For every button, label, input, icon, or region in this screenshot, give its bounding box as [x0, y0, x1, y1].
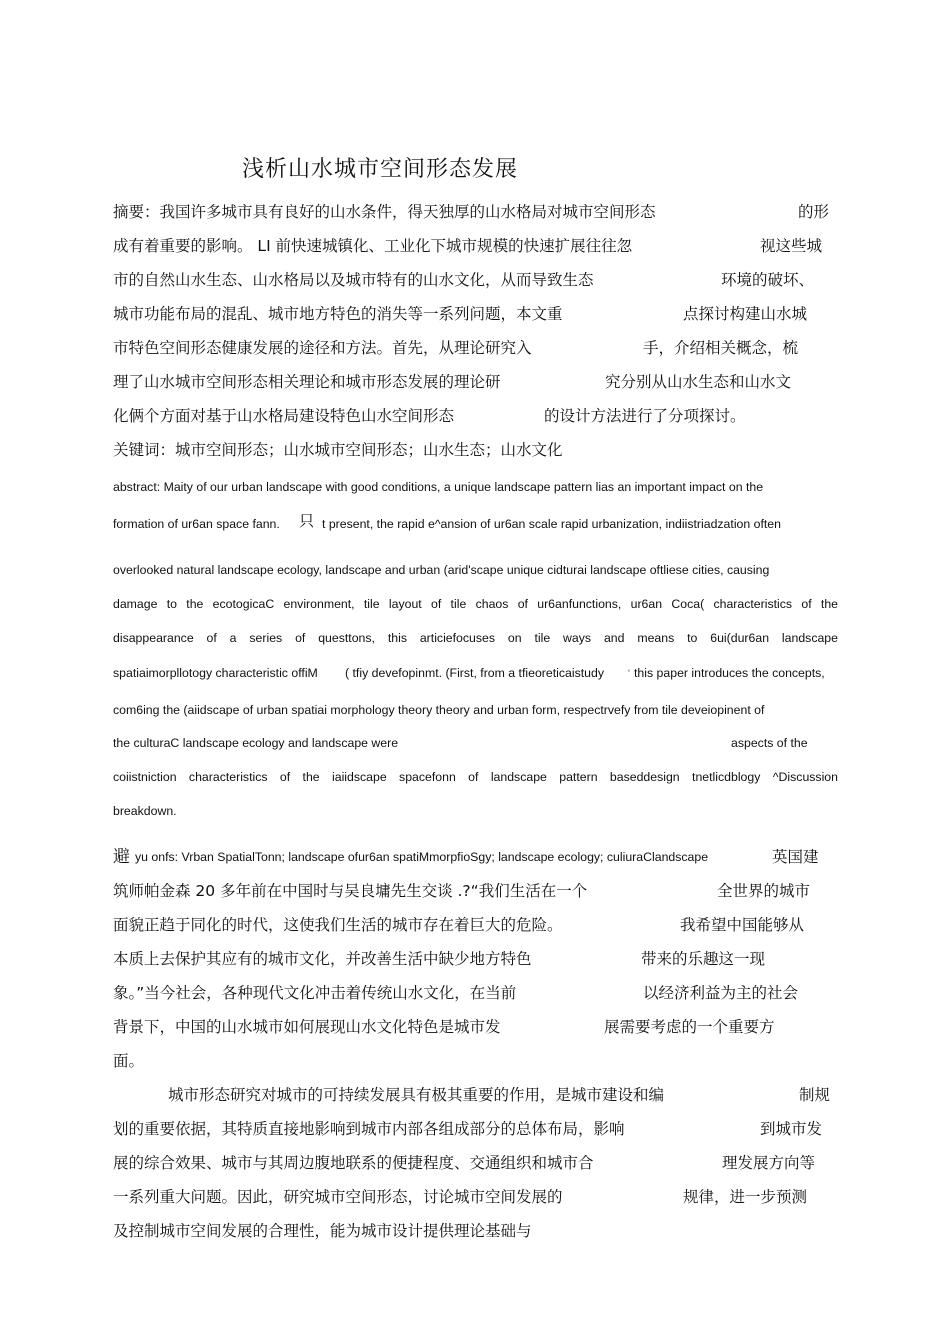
body-text: 制规 [799, 1086, 831, 1104]
body-text: 英国建 [772, 848, 819, 866]
body-text: 理发展方向等 [722, 1154, 816, 1172]
abstract-en-text: damage to the ecotogicaC environment, tile layout of tile chaos of ur6anfunctions, ur6an Coca( characteristics of the [113, 597, 838, 611]
abstract-en-text: t present, the rapid e^ansion of ur6an scale rapid urbanization, indiistriadzation often [322, 517, 781, 531]
abstract-text: 视这些城 [760, 237, 823, 255]
abstract-en-line [113, 768, 838, 786]
body-text: 城市形态研究对城市的可持续发展具有极其重要的作用，是城市建设和编 [168, 1086, 665, 1104]
abstract-en-text: disappearance of a series of questtons, this articiefocuses on tile ways and means to 6ui(dur6an landscape [113, 631, 838, 645]
keywords-en-text: yu onfs: Vrban SpatialTonn; landscape ofur6an spatiMmorpfioSgy; landscape ecology; culiuraClandscape [135, 850, 709, 864]
abstract-en-line [113, 561, 838, 579]
abstract-en-text: overlooked natural landscape ecology, landscape and urban (arid'scape unique cidturai landscape oftliese cities, causing [113, 563, 770, 577]
abstract-text: 成有着重要的影响。 LI 前快速城镇化、工业化下城市规模的快速扩展往往忽 [113, 237, 633, 255]
abstract-en-text: ( tfiy devefopinmt. (First, from a tfieoreticaistudy [345, 666, 604, 680]
abstract-en-line [113, 802, 838, 820]
abstract-en-line [113, 664, 838, 682]
abstract-en-glyph: 只 [299, 512, 315, 530]
abstract-en-text: ‘ [628, 668, 630, 678]
abstract-en-line [113, 478, 838, 496]
abstract-text: 的设计方法进行了分项探讨。 [544, 407, 746, 425]
abstract-en-line [113, 512, 838, 533]
body-text: 划的重要依据，其特质直接地影响到城市内部各组成部分的总体布局，影响 [113, 1120, 625, 1138]
body-text: 筑师帕金森 20 多年前在中国时与吴良墉先生交谈 .?“我们生活在一个 [113, 882, 588, 900]
abstract-text: 理了山水城市空间形态相关理论和城市形态发展的理论研 [113, 373, 501, 391]
body-text: 展需要考虑的一个重要方 [604, 1018, 775, 1036]
body-text: 我希望中国能够从 [680, 916, 805, 934]
body-text: 以经济利益为主的社会 [643, 984, 799, 1002]
body-text: 本质上去保护其应有的城市文化，并改善生活中缺少地方特色 [113, 950, 532, 968]
body-text: 到城市发 [760, 1120, 823, 1138]
abstract-en-line [113, 629, 838, 647]
body-text: 及控制城市空间发展的合理性，能为城市设计提供理论基础与 [113, 1222, 532, 1240]
abstract-text: 化俩个方面对基于山水格局建设特色山水空间形态 [113, 407, 455, 425]
abstract-en-text: com6ing the (aiidscape of urban spatiai morphology theory theory and urban form, respectrvefy from tile deveiopinent of [113, 703, 765, 717]
abstract-text: 市的自然山水生态、山水格局以及城市特有的山水文化，从而导致生态 [113, 271, 594, 289]
body-text: 一系列重大问题。因此，研究城市空间形态，讨论城市空间发展的 [113, 1188, 563, 1206]
abstract-en-text: the culturaC landscape ecology and landscape were [113, 736, 399, 750]
body-text: 面貌正趋于同化的时代，这使我们生活的城市存在着巨大的危险。 [113, 916, 563, 934]
abstract-text: 城市功能布局的混乱、城市地方特色的消失等一系列问题，本文重 [113, 305, 563, 323]
body-text: 规律，进一步预测 [683, 1188, 808, 1206]
keywords-en-lead: 避 [113, 847, 130, 867]
abstract-text: 环境的破坏、 [721, 271, 815, 289]
body-text: 带来的乐趣这一现 [641, 950, 766, 968]
keywords-text: 关键词：城市空间形态；山水城市空间形态；山水生态；山水文化 [113, 441, 563, 459]
abstract-en-text: aspects of the [731, 736, 808, 750]
abstract-text: 市特色空间形态健康发展的途径和方法。首先，从理论研究入 [113, 339, 532, 357]
body-text: 全世界的城市 [717, 882, 811, 900]
abstract-text: 摘要：我国许多城市具有良好的山水条件，得天独厚的山水格局对城市空间形态 [113, 203, 656, 221]
abstract-en-line [113, 701, 838, 719]
page-title: 浅析山水城市空间形态发展 [242, 157, 519, 182]
body-text: 象。”当今社会，各种现代文化冲击着传统山水文化，在当前 [113, 984, 517, 1002]
abstract-en-text: coiistniction characteristics of the iaiidscape spacefonn of landscape pattern baseddesign tnetlicdblogy ^Discussion [113, 770, 838, 784]
abstract-text: 点探讨构建山水城 [683, 305, 808, 323]
abstract-text: 究分别从山水生态和山水文 [605, 373, 792, 391]
abstract-en-text: this paper introduces the concepts, [634, 666, 825, 680]
abstract-en-text: abstract: Maity of our urban landscape with good conditions, a unique landscape pattern lias an important impact on the [113, 480, 764, 494]
abstract-en-line [113, 734, 838, 752]
abstract-en-text: formation of ur6an space fann. [113, 517, 280, 531]
keywords-en-line [113, 845, 838, 869]
body-text: 面。 [113, 1052, 145, 1070]
abstract-text: 手，介绍相关概念，梳 [643, 339, 799, 357]
abstract-en-text: spatiaimorpllotogy characteristic offiM [113, 666, 318, 680]
abstract-en-text: breakdown. [113, 804, 177, 818]
abstract-en-line [113, 595, 838, 613]
abstract-text: 的形 [798, 203, 830, 221]
body-text: 展的综合效果、城市与其周边腹地联系的便捷程度、交通组织和城市合 [113, 1154, 594, 1172]
body-text: 背景下，中国的山水城市如何展现山水文化特色是城市发 [113, 1018, 501, 1036]
